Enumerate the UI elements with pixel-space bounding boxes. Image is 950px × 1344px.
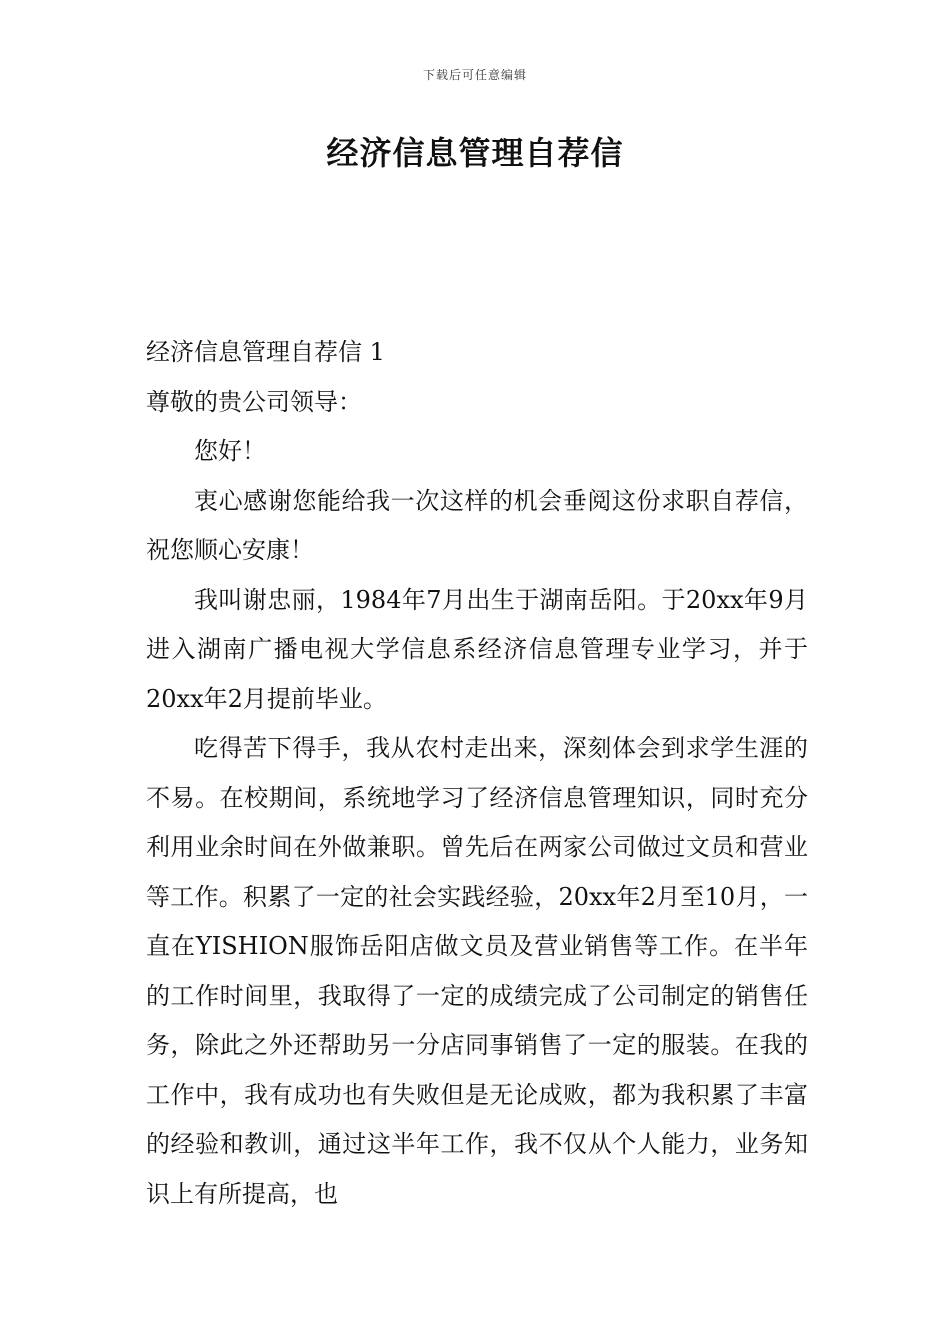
paragraph-thanks: 衷心感谢您能给我一次这样的机会垂阅这份求职自荐信，祝您顺心安康！ [146,486,808,564]
paragraph-introduction: 我叫谢忠丽，1984年7月出生于湖南岳阳。于20xx年9月进入湖南广播电视大学信息系经济信息管理专业学习，并于20xx年2月提前毕业。 [146,585,808,713]
paragraph-greeting: 您好！ [194,437,266,465]
paragraph-experience: 吃得苦下得手，我从农村走出来，深刻体会到求学生涯的不易。在校期间，系统地学习了经济信息管理知识，同时充分利用业余时间在外做兼职。曾先后在两家公司做过文员和营业等工作。积累了一定的社会实践经验，20xx年2月至10月，一直在YISHION服饰岳阳店做文员及营业销售等工作。在半年的工作时间里，我取得了一定的成绩完成了公司制定的销售任务，除此之外还帮助另一分店同事销售了一定的服装。在我的工作中，我有成功也有失败但是无论成败，都为我积累了丰富的经验和教训，通过这半年工作，我不仅从个人能力，业务知识上有所提高，也 [146,734,808,1208]
document-title: 经济信息管理自荐信 [326,134,624,172]
header-note: 下载后可任意编辑 [422,68,527,82]
document-body [146,328,808,1219]
section-heading: 经济信息管理自荐信 1 [146,338,385,366]
salutation: 尊敬的贵公司领导： [146,387,362,416]
